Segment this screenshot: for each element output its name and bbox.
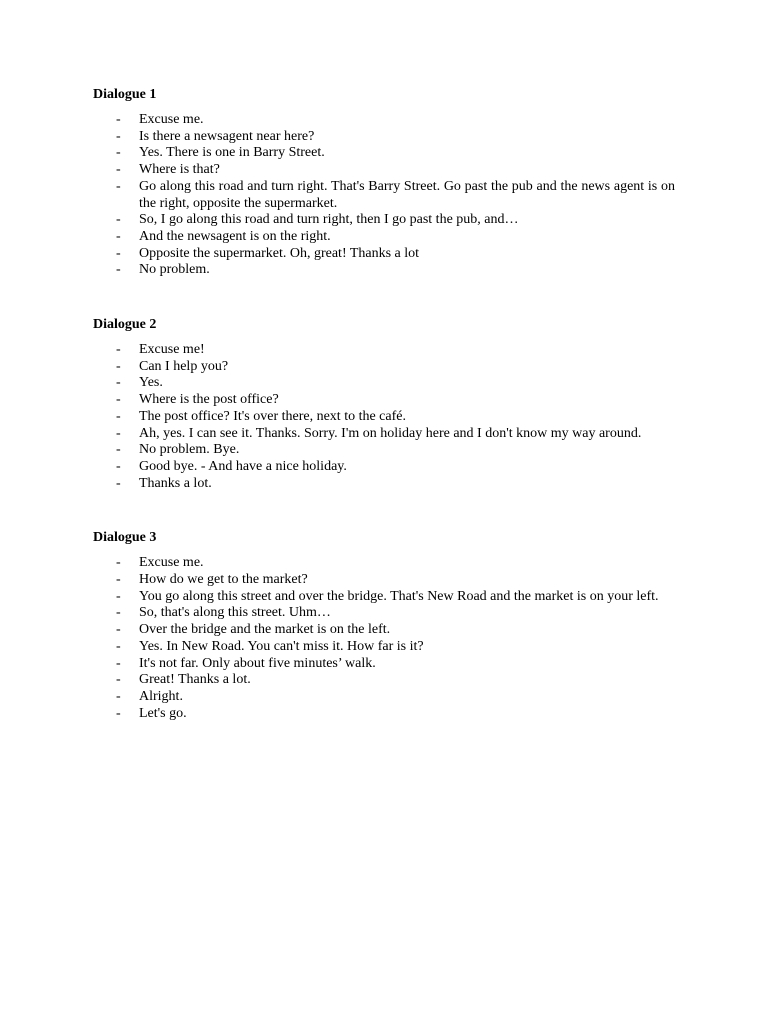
dialogue-line — [93, 212, 675, 229]
dash-bullet: - — [116, 408, 121, 424]
dialogue-heading: Dialogue 1 — [93, 87, 157, 102]
dash-bullet: - — [116, 112, 121, 127]
dash-bullet: - — [116, 588, 121, 604]
line-text: Opposite the supermarket. Oh, great! Thanks a lot — [139, 245, 420, 261]
line-text: Thanks a lot. — [139, 475, 212, 491]
line-text: Over the bridge and the market is on the left. — [139, 622, 391, 638]
dialogue-line — [93, 246, 675, 263]
dialogue-lines — [93, 342, 675, 492]
line-text: Alright. — [139, 688, 183, 704]
line-text: Yes. In New Road. You can't miss it. How far is it? — [139, 638, 424, 654]
dialogue-line — [93, 129, 675, 146]
dialogue-heading: Dialogue 2 — [93, 317, 157, 333]
dash-bullet: - — [116, 638, 121, 654]
dash-bullet: - — [116, 162, 121, 178]
dash-bullet: - — [116, 358, 121, 374]
dash-bullet: - — [116, 572, 121, 588]
dash-bullet: - — [116, 672, 121, 688]
dash-bullet: - — [116, 262, 121, 278]
dash-bullet: - — [116, 128, 121, 144]
dialogue-1 — [93, 86, 675, 279]
dialogue-line — [93, 409, 675, 426]
dialogue-2 — [93, 316, 675, 492]
dialogue-line — [93, 145, 675, 162]
dialogue-line — [93, 459, 675, 476]
line-text: No problem. — [139, 262, 210, 278]
line-text: Can I help you? — [139, 358, 229, 374]
dash-bullet: - — [116, 245, 121, 261]
line-text: Yes. There is one in Barry Street. — [139, 145, 325, 161]
dash-bullet: - — [116, 392, 121, 408]
dash-bullet: - — [116, 688, 121, 704]
dash-bullet: - — [116, 442, 121, 458]
line-text: So, that's along this street. Uhm… — [139, 605, 331, 621]
line-text: Excuse me. — [139, 555, 204, 571]
dash-bullet: - — [116, 458, 121, 474]
dialogue-line — [93, 639, 675, 656]
dialogue-line — [93, 229, 675, 246]
dash-bullet: - — [116, 655, 121, 671]
dash-bullet: - — [116, 228, 121, 244]
dialogue-line — [93, 179, 675, 212]
dash-bullet: - — [116, 212, 121, 228]
dialogue-line — [93, 555, 675, 572]
line-text: How do we get to the market? — [139, 572, 308, 588]
dialogue-lines — [93, 555, 675, 722]
line-text: Where is the post office? — [139, 392, 279, 408]
dash-bullet: - — [116, 705, 121, 721]
dialogue-line — [93, 262, 675, 279]
dash-bullet: - — [116, 375, 121, 391]
dash-bullet: - — [116, 555, 121, 571]
document-page — [93, 86, 675, 722]
dialogue-line — [93, 359, 675, 376]
line-text: You go along this street and over the bridge. That's New Road and the market is on your left. — [139, 588, 659, 604]
dialogue-line — [93, 112, 675, 129]
dialogue-line — [93, 622, 675, 639]
dialogue-heading: Dialogue 3 — [93, 530, 157, 546]
line-text: Let's go. — [139, 705, 187, 721]
dialogue-line — [93, 589, 675, 606]
dialogue-lines — [93, 112, 675, 279]
dash-bullet: - — [116, 605, 121, 621]
line-text: Go along this road and turn right. That's Barry Street. Go past the pub and the news agent is on the right, opposite the supermarket. — [139, 178, 675, 211]
line-text: Yes. — [139, 375, 163, 391]
line-text: The post office? It's over there, next to the café. — [139, 408, 406, 424]
line-text: So, I go along this road and turn right, then I go past the pub, and… — [139, 212, 519, 228]
dialogue-line — [93, 375, 675, 392]
dash-bullet: - — [116, 622, 121, 638]
dialogue-line — [93, 476, 675, 493]
dialogue-line — [93, 392, 675, 409]
line-text: No problem. Bye. — [139, 442, 240, 458]
dialogue-line — [93, 672, 675, 689]
line-text: And the newsagent is on the right. — [139, 228, 331, 244]
dialogue-line — [93, 162, 675, 179]
dialogue-line — [93, 572, 675, 589]
dialogue-line — [93, 689, 675, 706]
line-text: Good bye. - And have a nice holiday. — [139, 458, 347, 474]
line-text: Great! Thanks a lot. — [139, 672, 251, 688]
line-text: Excuse me! — [139, 342, 205, 358]
dash-bullet: - — [116, 425, 121, 441]
line-text: Where is that? — [139, 162, 220, 178]
line-text: Excuse me. — [139, 112, 204, 127]
dialogue-line — [93, 706, 675, 723]
dialogue-line — [93, 605, 675, 622]
dash-bullet: - — [116, 342, 121, 358]
dialogue-3 — [93, 529, 675, 722]
dialogue-line — [93, 442, 675, 459]
line-text: It's not far. Only about five minutes’ walk. — [139, 655, 376, 671]
dialogue-line — [93, 342, 675, 359]
line-text: Ah, yes. I can see it. Thanks. Sorry. I'm on holiday here and I don't know my way around. — [139, 425, 642, 441]
dash-bullet: - — [116, 145, 121, 161]
dash-bullet: - — [116, 178, 121, 194]
dash-bullet: - — [116, 475, 121, 491]
dialogue-line — [93, 656, 675, 673]
dialogue-line — [93, 426, 675, 443]
line-text: Is there a newsagent near here? — [139, 128, 315, 144]
